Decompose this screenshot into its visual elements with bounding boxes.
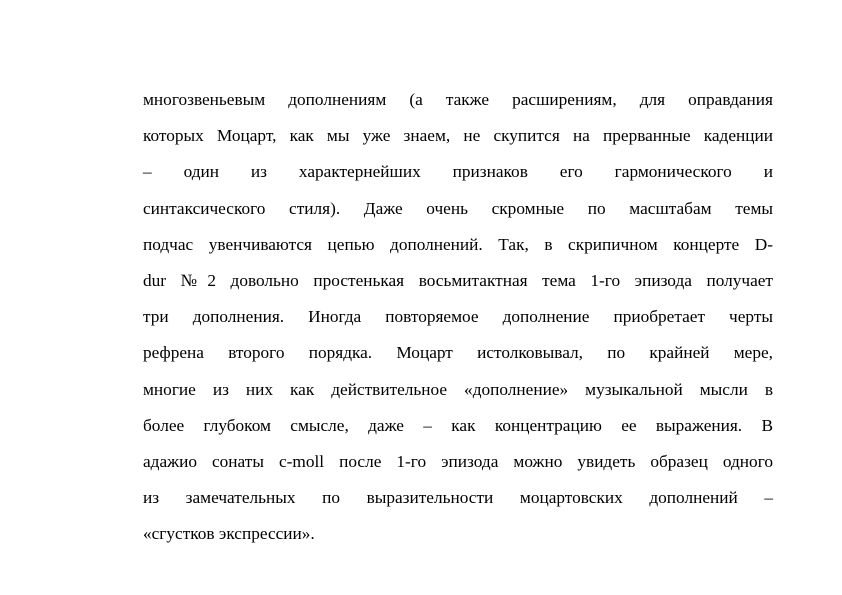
text-line-12: из замечательных по выразительности моцартовских дополнений – — [143, 488, 773, 508]
text-line-7: три дополнения. Иногда повторяемое дополнение приобретает черты — [143, 307, 773, 327]
text-line-8: рефрена второго порядка. Моцарт истолковывал, по крайней мере, — [143, 343, 773, 363]
text-line-1: многозвеньевым дополнениям (а также расширениям, для оправдания — [143, 90, 773, 109]
text-line-6: dur №2 довольно простенькая восьмитактная тема 1-го эпизода получает — [143, 270, 773, 290]
text-line-13: «сгустков экспрессии». — [143, 524, 315, 544]
text-line-5: подчас увенчиваются цепью дополнений. Так, в скрипичном концерте D- — [143, 234, 773, 254]
text-line-3: – один из характернейших признаков его гармонического и — [143, 162, 773, 182]
text-line-11: адажио сонаты c-moll после 1-го эпизода можно увидеть образец одного — [143, 451, 773, 471]
text-line-4: синтаксического стиля). Даже очень скромные по масштабам темы — [143, 198, 773, 218]
text-line-9: многие из них как действительное «дополнение» музыкальной мысли в — [143, 379, 773, 399]
text-line-2: которых Моцарт, как мы уже знаем, не скупится на прерванные каденции — [143, 126, 773, 146]
body-paragraph — [143, 82, 773, 552]
text-line-10: более глубоком смысле, даже – как концентрацию ее выражения. В — [143, 415, 773, 435]
